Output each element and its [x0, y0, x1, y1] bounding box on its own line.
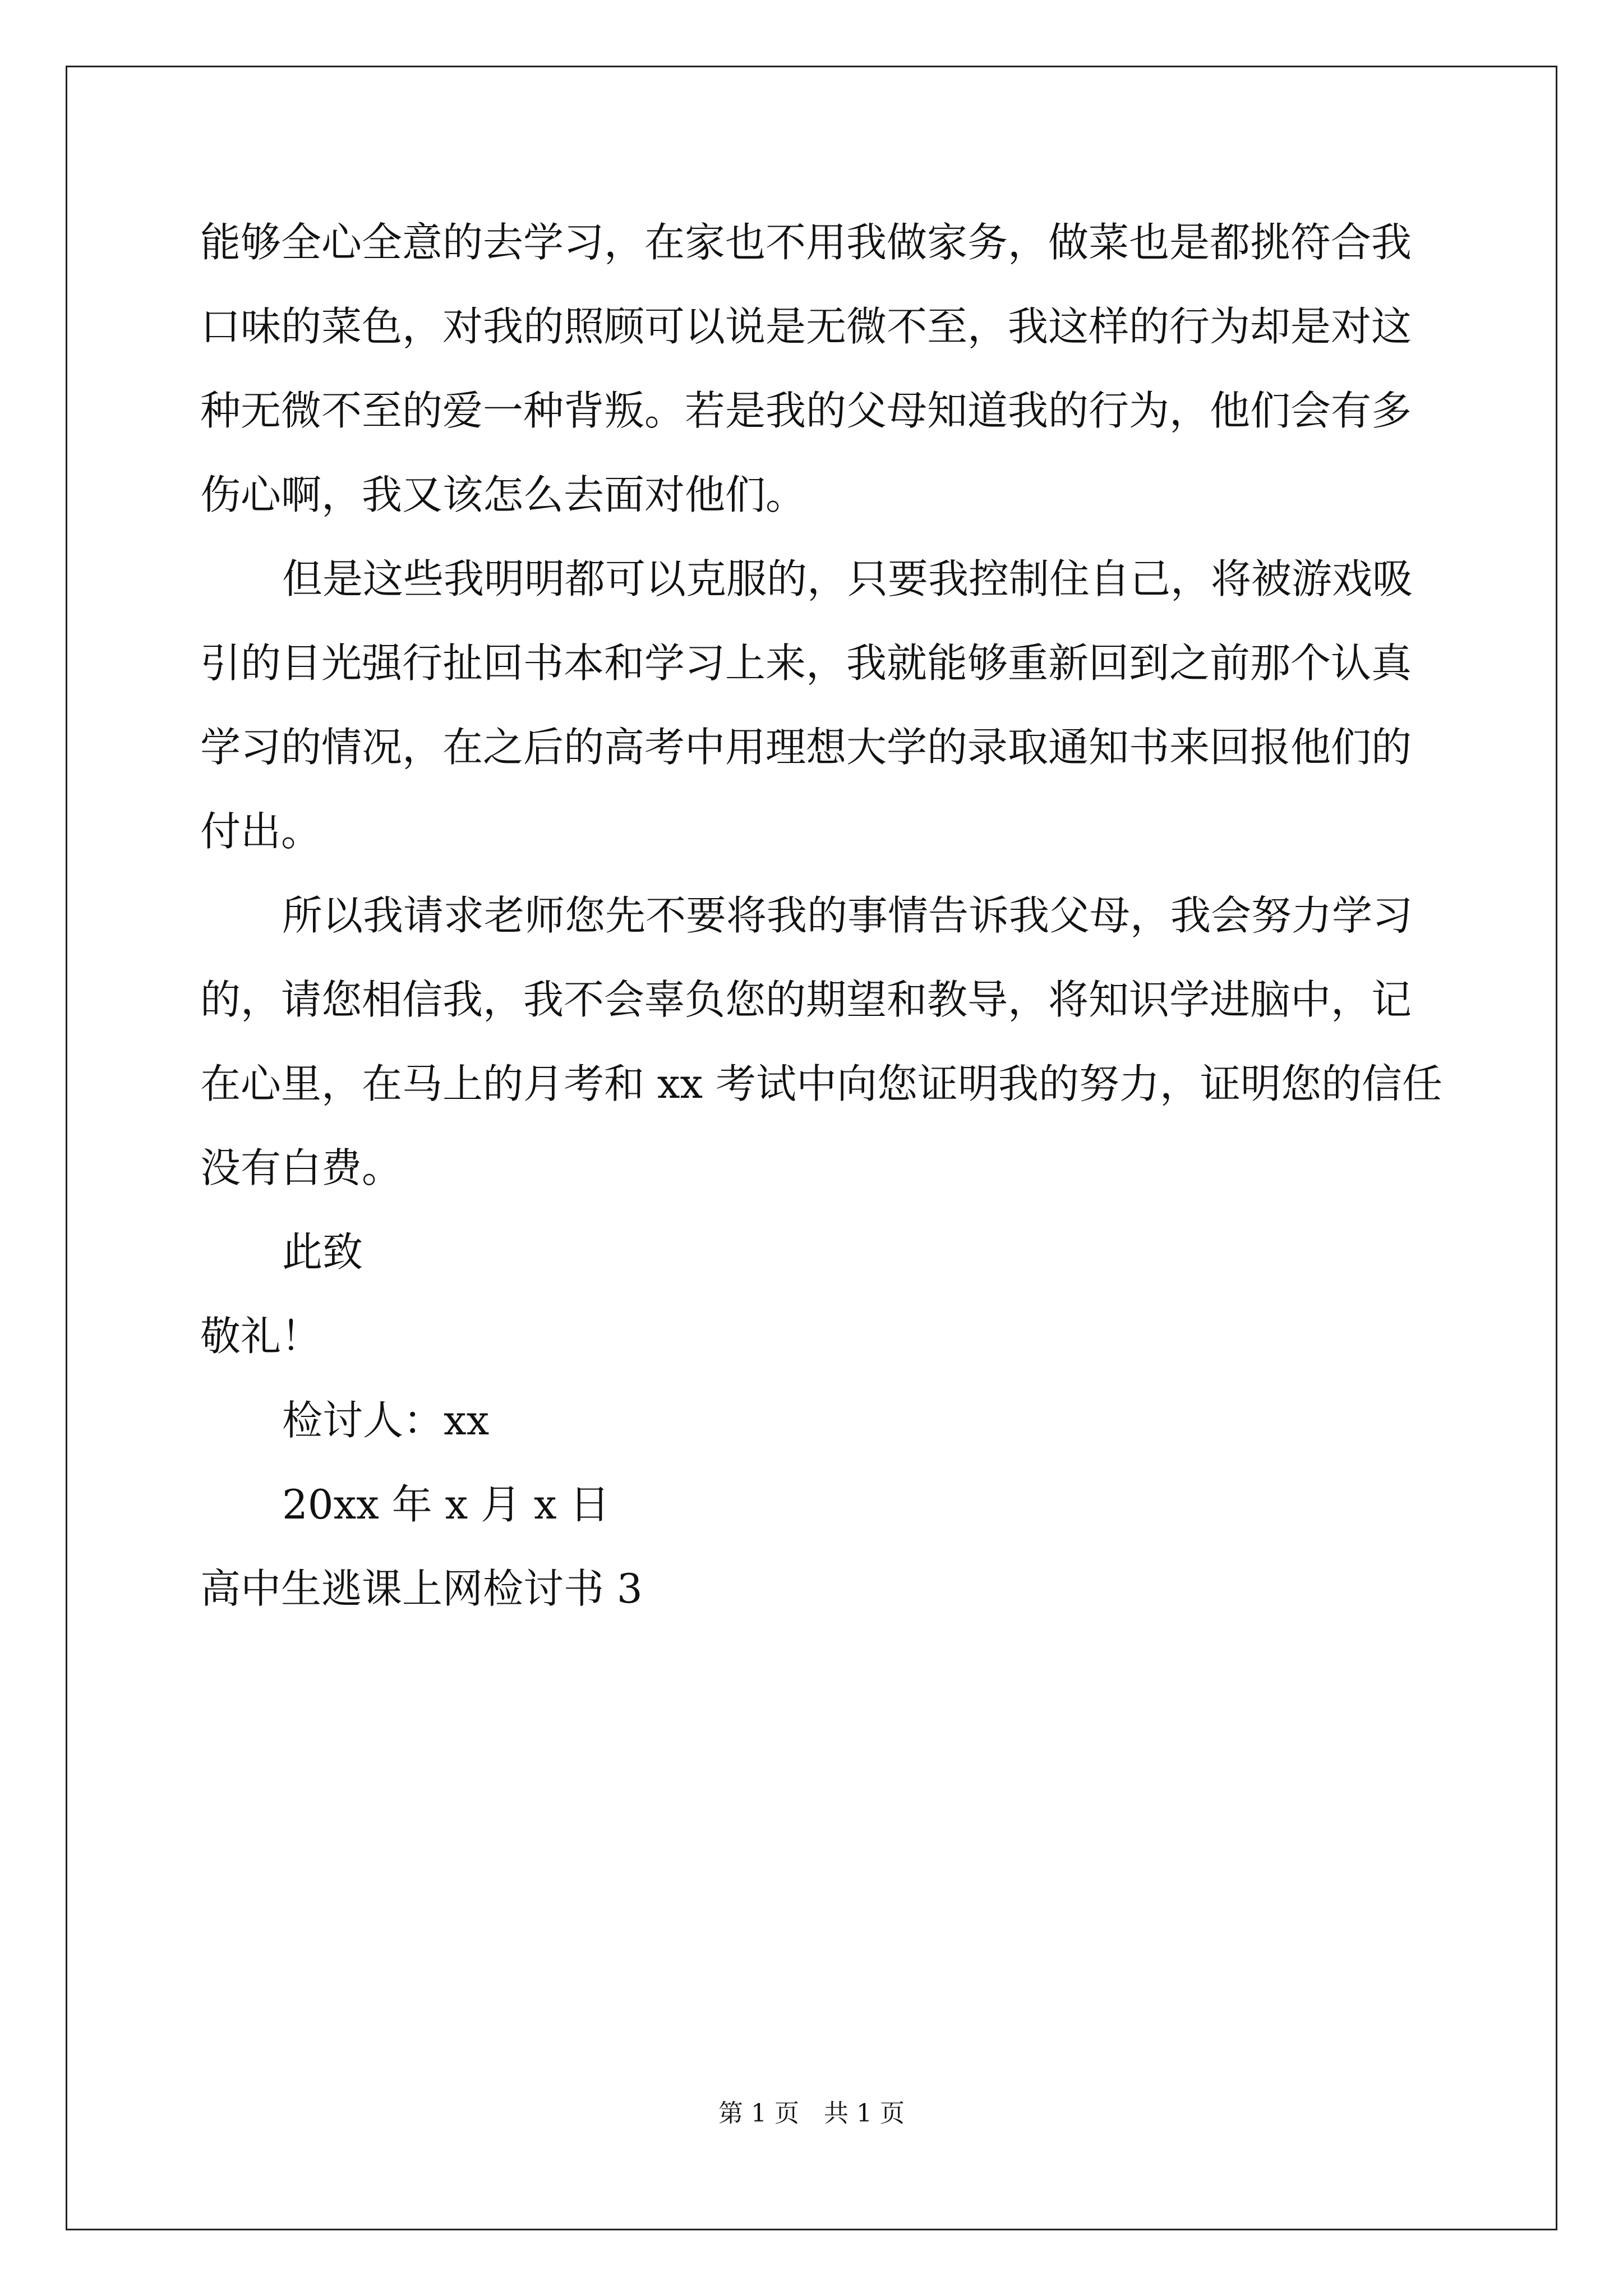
- text-line: 种无微不至的爱一种背叛。若是我的父母知道我的行为，他们会有多: [200, 387, 1412, 434]
- text-line: 引的目光强行扯回书本和学习上来，我就能够重新回到之前那个认真: [200, 639, 1412, 687]
- page-footer: 第 1 页 共 1 页: [718, 2099, 905, 2128]
- paragraph-start-line: 所以我请求老师您先不要将我的事情告诉我父母，我会努力学习: [282, 892, 1413, 939]
- text-line: 的，请您相信我，我不会辜负您的期望和教导，将知识学进脑中，记: [200, 976, 1412, 1023]
- text-line: 能够全心全意的去学习，在家也不用我做家务，做菜也是都挑符合我: [200, 219, 1412, 266]
- closing-salutation: 此致: [282, 1228, 363, 1276]
- section-heading: 高中生逃课上网检讨书 3: [200, 1565, 643, 1612]
- date-line: 20xx 年 x 月 x 日: [282, 1481, 610, 1528]
- text-line: 在心里，在马上的月考和 xx 考试中向您证明我的努力，证明您的信任: [200, 1060, 1442, 1107]
- text-line: 伤心啊，我又该怎么去面对他们。: [200, 471, 806, 518]
- text-line: 没有白费。: [200, 1144, 403, 1191]
- signature-line: 检讨人：xx: [282, 1397, 490, 1444]
- closing-respect: 敬礼！: [200, 1313, 322, 1360]
- text-line: 学习的情况，在之后的高考中用理想大学的录取通知书来回报他们的: [200, 724, 1412, 771]
- text-line: 付出。: [200, 808, 322, 855]
- paragraph-start-line: 但是这些我明明都可以克服的，只要我控制住自己，将被游戏吸: [282, 555, 1413, 602]
- text-line: 口味的菜色，对我的照顾可以说是无微不至，我这样的行为却是对这: [200, 303, 1412, 350]
